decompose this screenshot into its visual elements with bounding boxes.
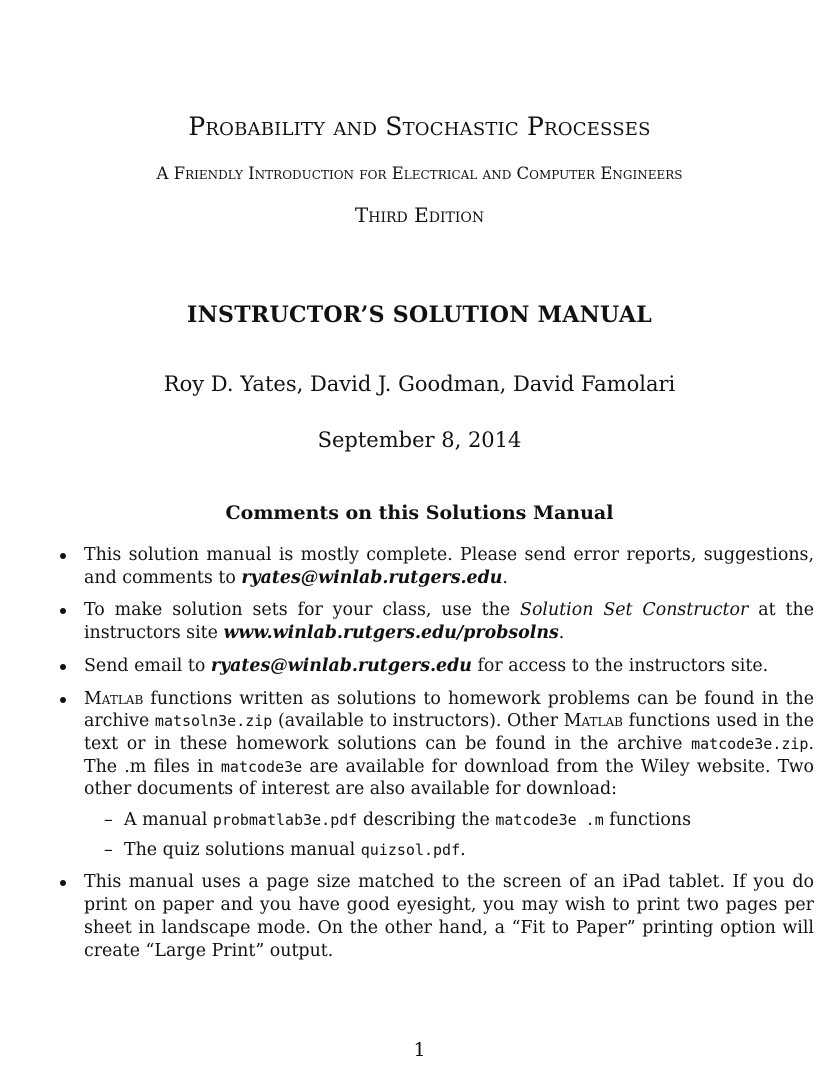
download-list: [84, 809, 814, 861]
matlab-label: Matlab: [84, 688, 144, 709]
file-name: matcode3e .m: [495, 811, 604, 830]
file-name: probmatlab3e.pdf: [212, 811, 358, 830]
item-text: functions: [603, 810, 692, 831]
item-text: This solution manual is mostly complete. Please send error reports, suggestions, and comments to: [84, 545, 814, 588]
item-text: .: [558, 623, 565, 644]
dash-icon: –: [104, 810, 113, 831]
item-text: To make solution sets for your class, use the: [84, 600, 521, 621]
bullet-icon: [60, 880, 66, 886]
book-subtitle: A Friendly Introduction for Electrical and Computer Engineers: [156, 164, 683, 183]
authors: Roy D. Yates, David J. Goodman, David Famolari: [163, 372, 676, 396]
item-text: .: [502, 567, 508, 588]
bullet-icon: [60, 553, 66, 559]
list-item: [58, 871, 814, 962]
item-text: for access to the instructors site.: [471, 655, 769, 676]
item-text: describing the: [357, 810, 496, 831]
matlab-label: Matlab: [563, 711, 623, 732]
item-text: (available to instructors). Other: [272, 711, 564, 732]
item-text: Send email to: [84, 655, 211, 676]
bullet-icon: [60, 697, 66, 703]
comments-list: [58, 544, 814, 972]
item-text: The quiz solutions manual: [124, 839, 361, 860]
file-name: matsoln3e.zip: [154, 712, 273, 731]
list-item: [58, 688, 814, 862]
item-text: .: [460, 839, 466, 860]
email-link[interactable]: ryates@winlab.rutgers.edu: [210, 655, 472, 676]
bullet-icon: [60, 664, 66, 670]
item-text: are available for download from the Wiley website. Two other documents of interest are also available for download:: [84, 756, 814, 800]
file-name: matcode3e: [220, 757, 303, 776]
list-item: [84, 839, 814, 862]
dash-icon: –: [104, 839, 113, 860]
list-item: [84, 809, 814, 832]
publication-date: September 8, 2014: [317, 428, 522, 452]
book-title: Probability and Stochastic Processes: [188, 112, 651, 141]
comments-heading: Comments on this Solutions Manual: [225, 502, 614, 524]
item-text: functions used in the text or in these homework solutions can be found in the archive: [84, 711, 814, 754]
list-item: [58, 655, 814, 678]
edition-label: Third Edition: [354, 203, 485, 227]
item-text: functions written as solutions to homework problems can be found in the archive: [84, 688, 814, 732]
item-text: at the instructors site: [84, 600, 814, 644]
tool-name: Solution Set Constructor: [520, 600, 749, 621]
list-item: [58, 544, 814, 589]
file-name: matcode3e.zip: [691, 734, 809, 753]
item-text: This manual uses a page size matched to the screen of an iPad tablet. If you do print on paper and you have good eyesight, you may wish to print two pages per sheet in landscape mode. On the other hand, a “Fit to Paper” printing option will create “Large Print” output.: [84, 872, 814, 961]
file-name: quizsol.pdf: [360, 840, 461, 859]
item-text: . The .m files in: [84, 733, 814, 777]
bullet-icon: [60, 608, 66, 614]
item-text: A manual: [124, 810, 213, 831]
email-link[interactable]: ryates@winlab.rutgers.edu: [241, 567, 503, 588]
instructors-site-link[interactable]: www.winlab.rutgers.edu/probsolns: [223, 623, 559, 644]
page-number: 1: [413, 1039, 426, 1061]
manual-title: INSTRUCTOR’S SOLUTION MANUAL: [187, 302, 652, 328]
list-item: [58, 599, 814, 644]
